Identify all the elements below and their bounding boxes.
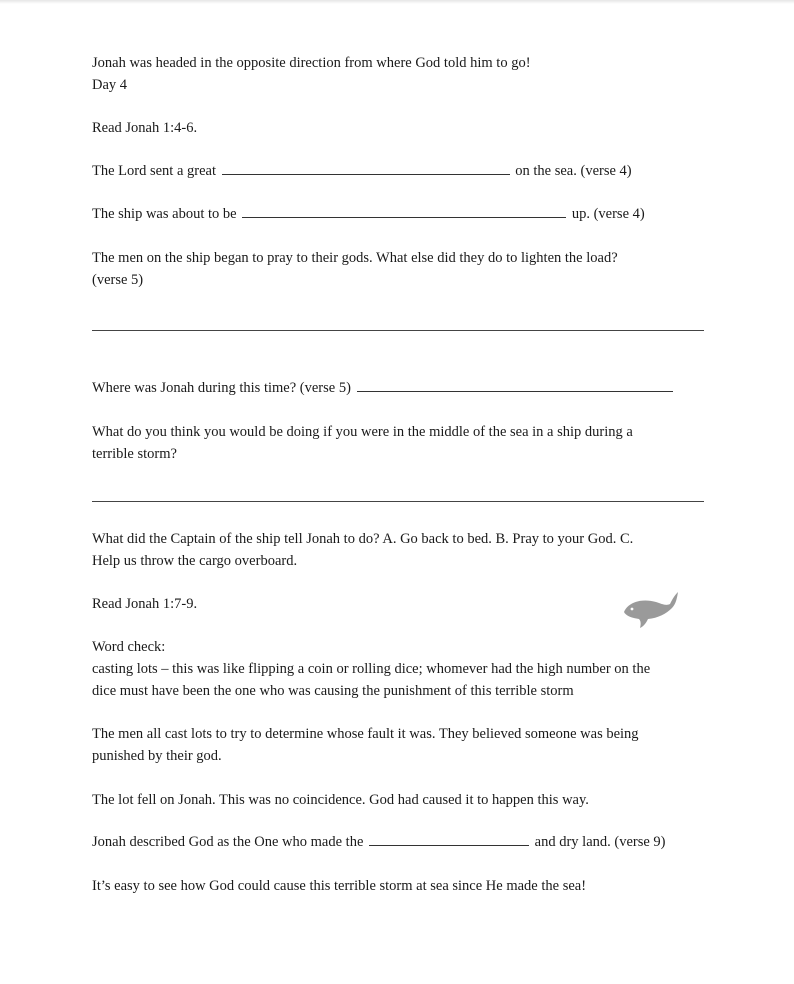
question-captain-line1: What did the Captain of the ship tell Jonah to do? A. Go back to bed. B. Pray to your God. C. (92, 531, 634, 547)
question-made-prefix: Jonah described God as the One who made the (92, 834, 364, 850)
answer-blank-where[interactable] (357, 377, 673, 392)
reading-instruction-1: Read Jonah 1:4-6. (92, 120, 198, 136)
intro-line: Jonah was headed in the opposite direction from where God told him to go! (92, 55, 531, 71)
question-load-line1: The men on the ship began to pray to their gods. What else did they do to lighten the load? (92, 250, 618, 266)
answer-blank-ship[interactable] (242, 203, 566, 218)
lots-line1: The men all cast lots to try to determine whose fault it was. They believed someone was being (92, 726, 639, 742)
question-storm (92, 160, 632, 182)
question-where-text: Where was Jonah during this time? (verse 5) (92, 380, 351, 396)
word-check-line2: dice must have been the one who was causing the punishment of this terrible storm (92, 683, 574, 699)
question-ship-suffix: up. (verse 4) (571, 206, 645, 222)
page-top-edge (0, 0, 794, 4)
reading-instruction-2: Read Jonah 1:7-9. (92, 596, 198, 612)
lot-fell-text: The lot fell on Jonah. This was no coincidence. God had caused it to happen this way. (92, 792, 589, 808)
fish-icon (622, 588, 680, 630)
day-label: Day 4 (92, 77, 128, 93)
question-ship (92, 203, 645, 225)
question-storm-suffix: on the sea. (verse 4) (515, 163, 632, 179)
question-storm-prefix: The Lord sent a great (92, 163, 217, 179)
question-load-line2: (verse 5) (92, 272, 144, 288)
answer-line-load[interactable] (92, 330, 704, 331)
question-made-suffix: and dry land. (verse 9) (534, 834, 666, 850)
closing-text: It’s easy to see how God could cause this terrible storm at sea since He made the sea! (92, 878, 587, 894)
word-check-heading: Word check: (92, 639, 166, 655)
answer-line-think[interactable] (92, 501, 704, 502)
question-where (92, 377, 675, 399)
question-made (92, 831, 666, 853)
answer-blank-made[interactable] (369, 831, 529, 846)
word-check-line1: casting lots – this was like flipping a coin or rolling dice; whomever had the high number on the (92, 661, 651, 677)
question-think-line2: terrible storm? (92, 446, 177, 462)
lots-line2: punished by their god. (92, 748, 222, 764)
question-captain-line2: Help us throw the cargo overboard. (92, 553, 298, 569)
question-think-line1: What do you think you would be doing if you were in the middle of the sea in a ship during a (92, 424, 633, 440)
answer-blank-storm[interactable] (222, 160, 510, 175)
question-ship-prefix: The ship was about to be (92, 206, 237, 222)
